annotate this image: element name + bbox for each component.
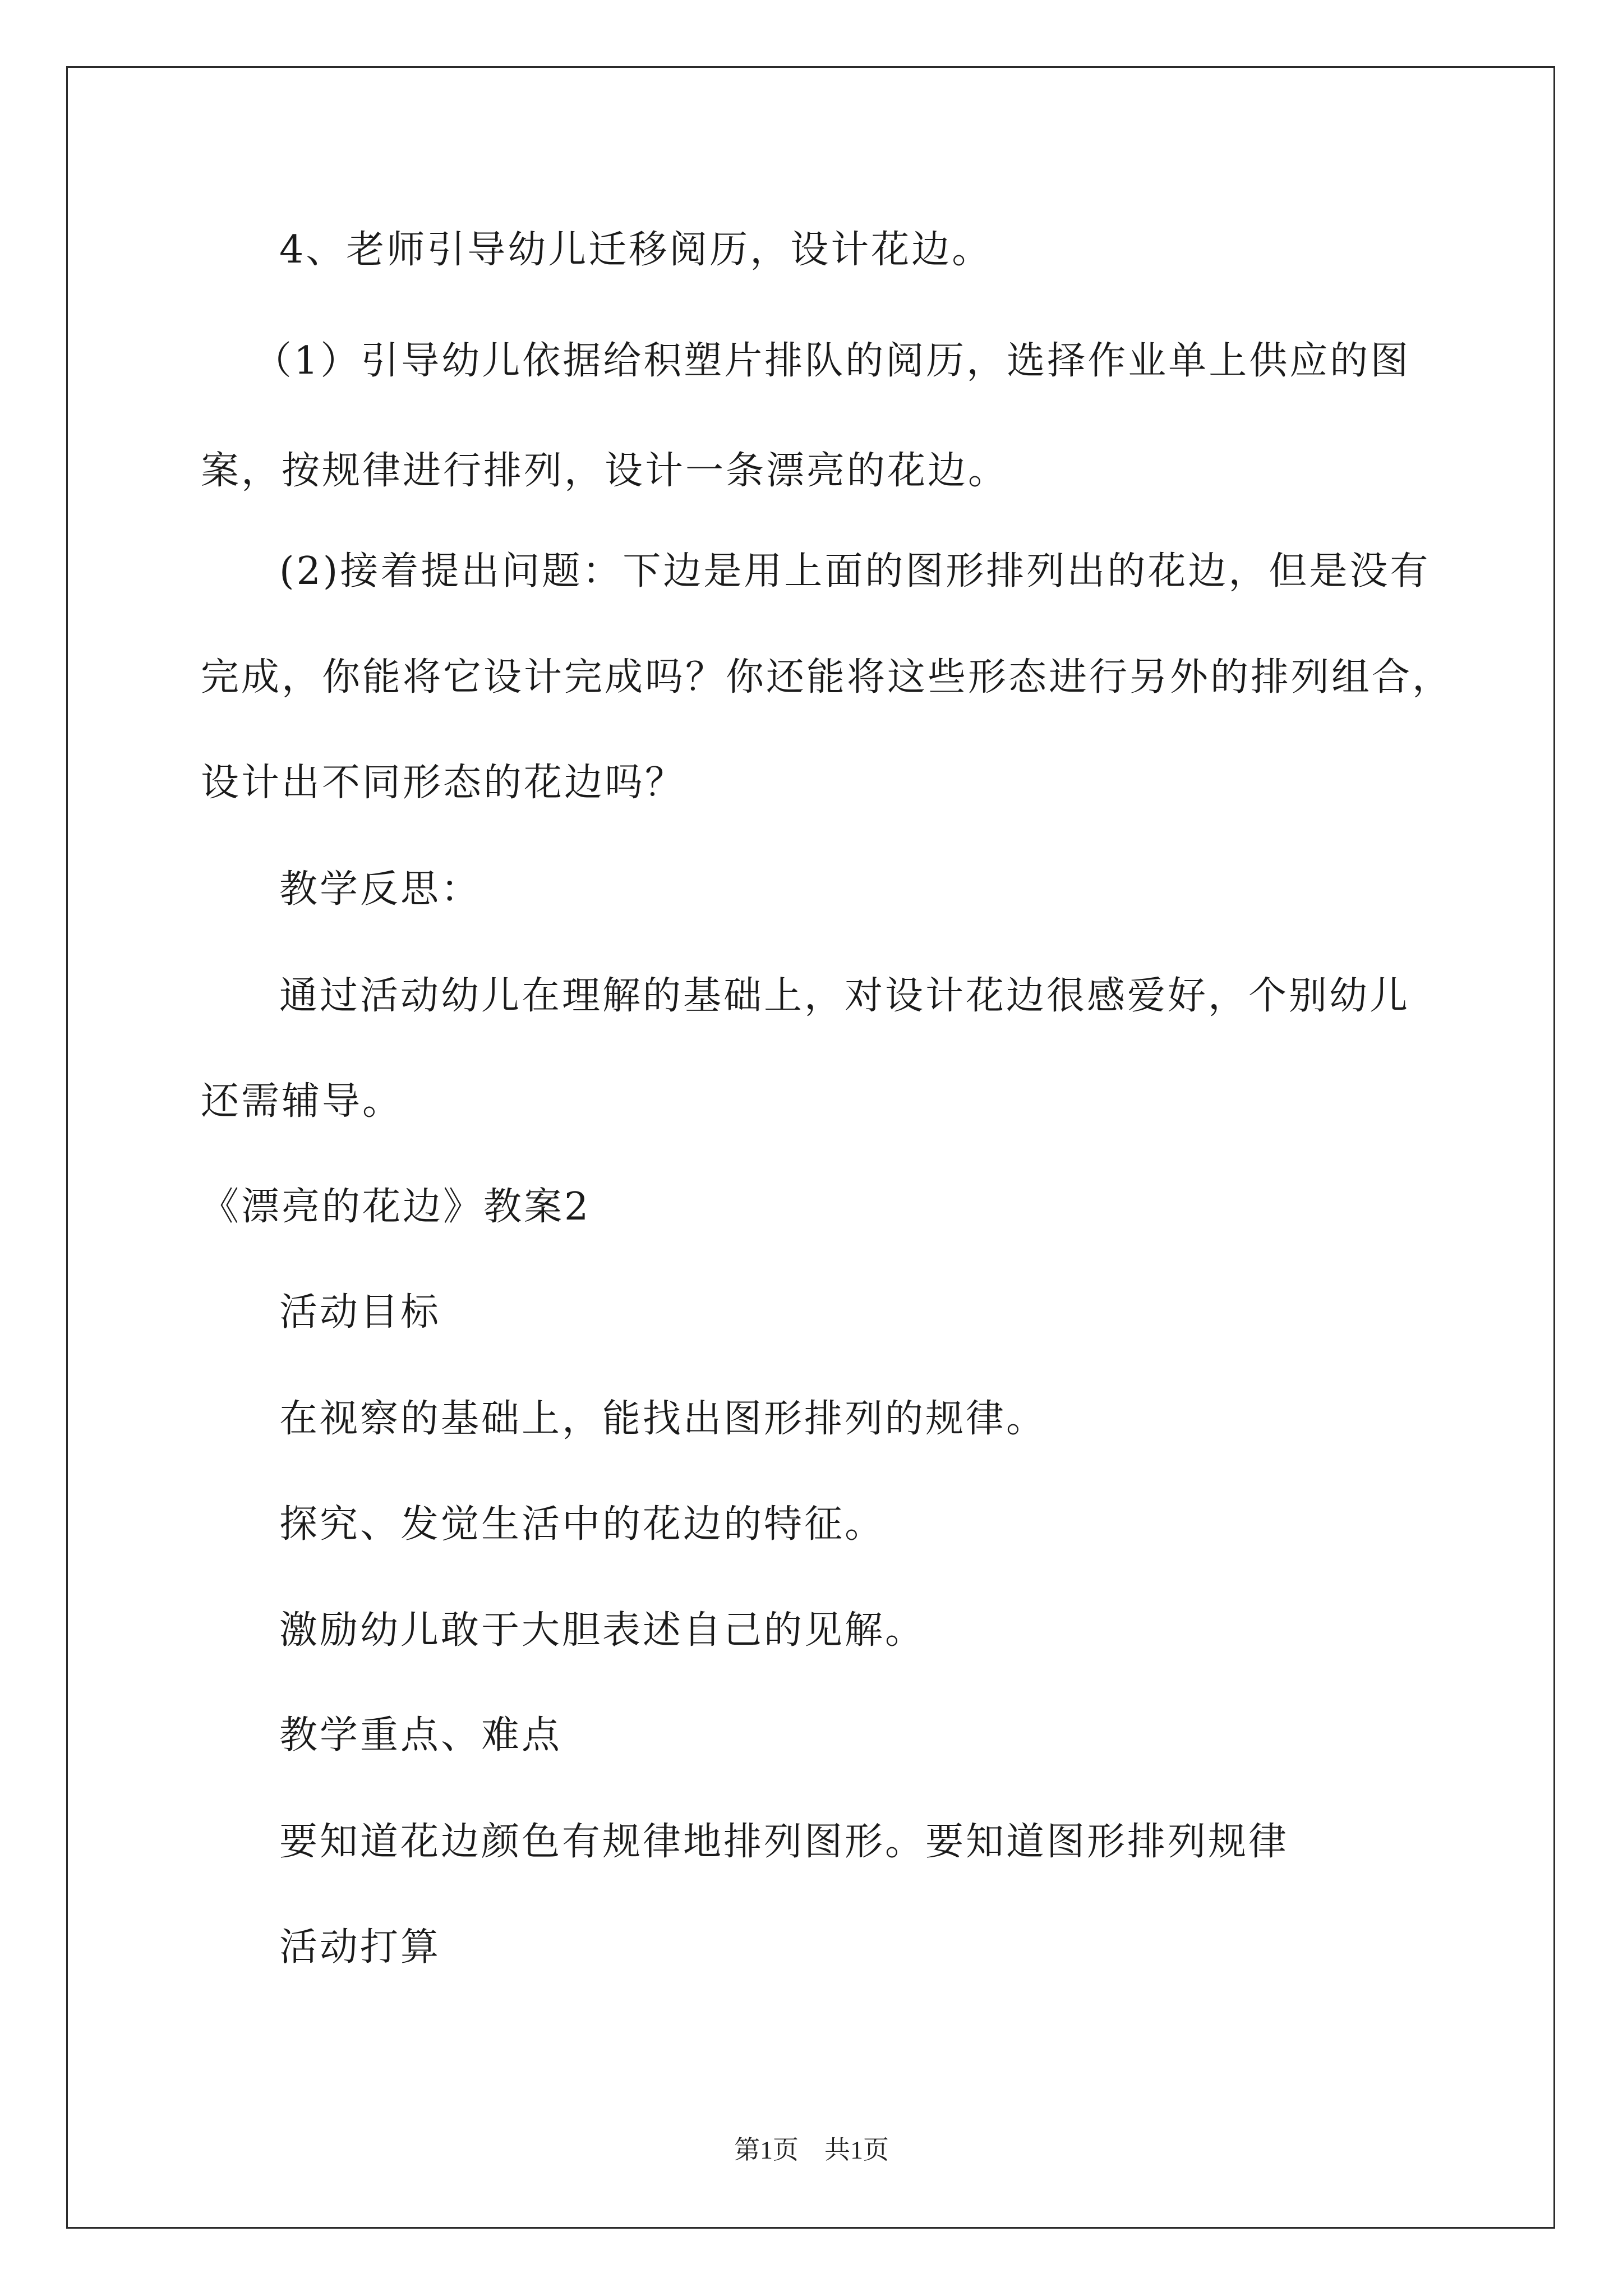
- paragraph-line: 激励幼儿敢于大胆表述自己的见解。: [279, 1608, 926, 1653]
- paragraph-line: 还需辅导。: [201, 1079, 403, 1124]
- section-heading: 教学重点、难点: [279, 1713, 562, 1757]
- paragraph-line: （1）引导幼儿依据给积塑片排队的阅历，选择作业单上供应的图: [253, 339, 1411, 383]
- paragraph-line: 4、老师引导幼儿迁移阅历，设计花边。: [279, 228, 993, 272]
- paragraph-line: 通过活动幼儿在理解的基础上，对设计花边很感爱好，个别幼儿: [279, 974, 1410, 1018]
- paragraph-line: 设计出不同形态的花边吗？: [201, 761, 686, 805]
- paragraph-line: 教学反思：: [279, 867, 482, 912]
- paragraph-line: 探究、发觉生活中的花边的特征。: [279, 1502, 886, 1547]
- section-heading: 活动目标: [279, 1290, 441, 1335]
- paragraph-line: 案，按规律进行排列，设计一条漂亮的花边。: [201, 449, 1009, 493]
- paragraph-line: 在视察的基础上，能找出图形排列的规律。: [279, 1397, 1047, 1441]
- paragraph-line: 要知道花边颜色有规律地排列图形。要知道图形排列规律: [279, 1820, 1289, 1864]
- paragraph-line: (2)接着提出问题：下边是用上面的图形排列出的花边，但是没有: [279, 549, 1431, 593]
- section-heading: 活动打算: [279, 1925, 441, 1970]
- page-footer: 第1页 共1页: [734, 2136, 889, 2164]
- page-frame: [66, 66, 1555, 2229]
- section-title: 《漂亮的花边》教案2: [201, 1185, 591, 1229]
- paragraph-line: 完成，你能将它设计完成吗？你还能将这些形态进行另外的排列组合，: [201, 655, 1453, 700]
